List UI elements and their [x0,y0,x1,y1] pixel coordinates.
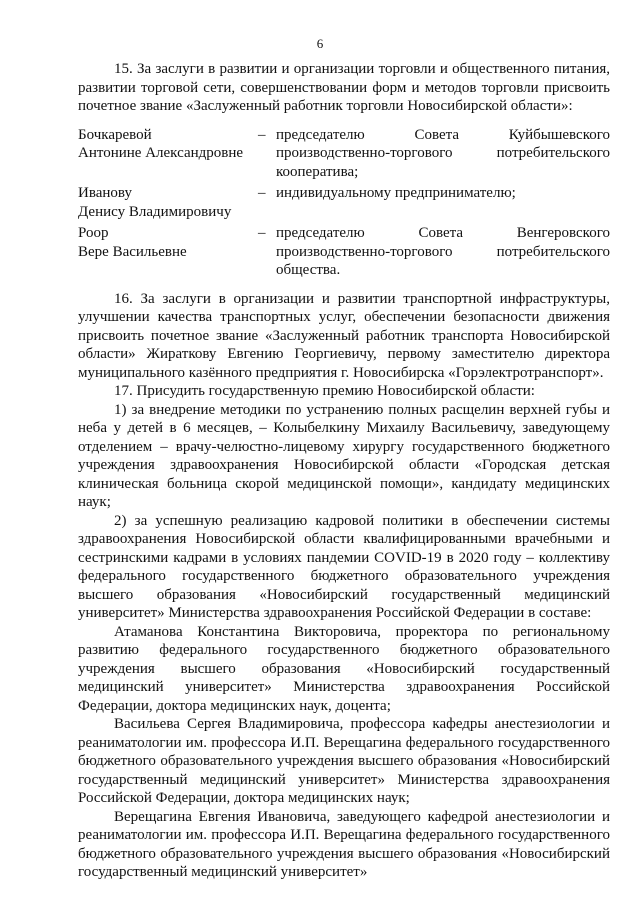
awardee-row [78,184,610,221]
awardee-surname: Бочкаревой [78,126,152,143]
awardee-dash: – [258,126,266,143]
awardee-surname: Иванову [78,185,132,201]
awardee-dash: – [258,185,266,201]
document-body [78,60,610,882]
page-number: 6 [316,36,324,51]
awardee-dash: – [258,225,266,241]
awardee-given-name: Вере Васильевне [78,243,187,260]
section-15-awardees [78,126,610,280]
awardee-row [78,126,610,182]
awardee-description: председателю Совета Куйбышевского производственно-торгового потребительского кооператива; [276,126,610,180]
awardee-name [78,224,258,280]
section-17-intro: 17. Присудить государственную премию Новосибирской области: [114,383,535,399]
awardee-given-name: Денису Владимировичу [78,203,232,220]
section-17-item-2: 2) за успешную реализацию кадровой политики в обеспечении системы здравоохранения Новосибирской области квалифицированными врачебными и сестринскими кадрами в условиях пандемии COVID-19 в 2020 году – коллективу федерального государственного бюджетного образовательного учреждения высшего образования «Новосибирский государственный медицинский университет» Министерства здравоохранения Российской Федерации в составе: [78,512,610,621]
awardee-name [78,126,258,182]
awardee-row [78,224,610,280]
awardee-surname: Роор [78,225,109,241]
awardee-given-name: Антонине Александровне [78,145,244,161]
awardee-description: председателю Совета Венгеровского производственно-торгового потребительского общества. [276,225,610,278]
section-17-item-1: 1) за внедрение методики по устранению полных расщелин верхней губы и неба у детей в 6 месяцев, – Колыбелкину Михаилу Васильевичу, заведующему отделением – врачу-челюстно-лицевому хирургу государственного бюджетного учреждения здравоохранения Новосибирской области «Городская детская клиническая больница скорой медицинской помощи», кандидату медицинских наук; [78,401,610,510]
section-15-intro: 15. За заслуги в развитии и организации торговли и общественного питания, развитии торговой сети, совершенствовании форм и методов торговли присвоить почетное звание «Заслуженный работник торговли Новосибирской области»: [78,61,610,114]
section-16-paragraph: 16. За заслуги в организации и развитии транспортной инфраструктуры, улучшении качества транспортных услуг, обеспечении безопасности движения присвоить почетное звание «Заслуженный работник транспорта Новосибирской области» Жираткову Евгению Георгиевичу, первому заместителю директора муниципального казённого предприятия г. Новосибирска «Горэлектротранспорт». [78,290,610,381]
collective-member: Верещагина Евгения Ивановича, заведующего кафедрой анестезиологии и реаниматологии им. профессора И.П. Верещагина федерального государственного бюджетного образовательного учреждения высшего образования «Новосибирский государственный медицинский университет» [78,808,610,880]
awardee-description: индивидуальному предпринимателю; [276,185,516,201]
awardee-name [78,184,258,221]
collective-member: Атаманова Константина Викторовича, проректора по региональному развитию федерального государственного бюджетного образовательного учреждения высшего образования «Новосибирский государственный медицинский университет» Министерства здравоохранения Российской Федерации, доктора медицинских наук, доцента; [78,623,610,714]
collective-member: Васильева Сергея Владимировича, профессора кафедры анестезиологии и реаниматологии им. профессора И.П. Верещагина федерального государственного бюджетного образовательного учреждения высшего образования «Новосибирский государственный медицинский университет» Министерства здравоохранения Российской Федерации, доктора медицинских наук; [78,716,610,806]
